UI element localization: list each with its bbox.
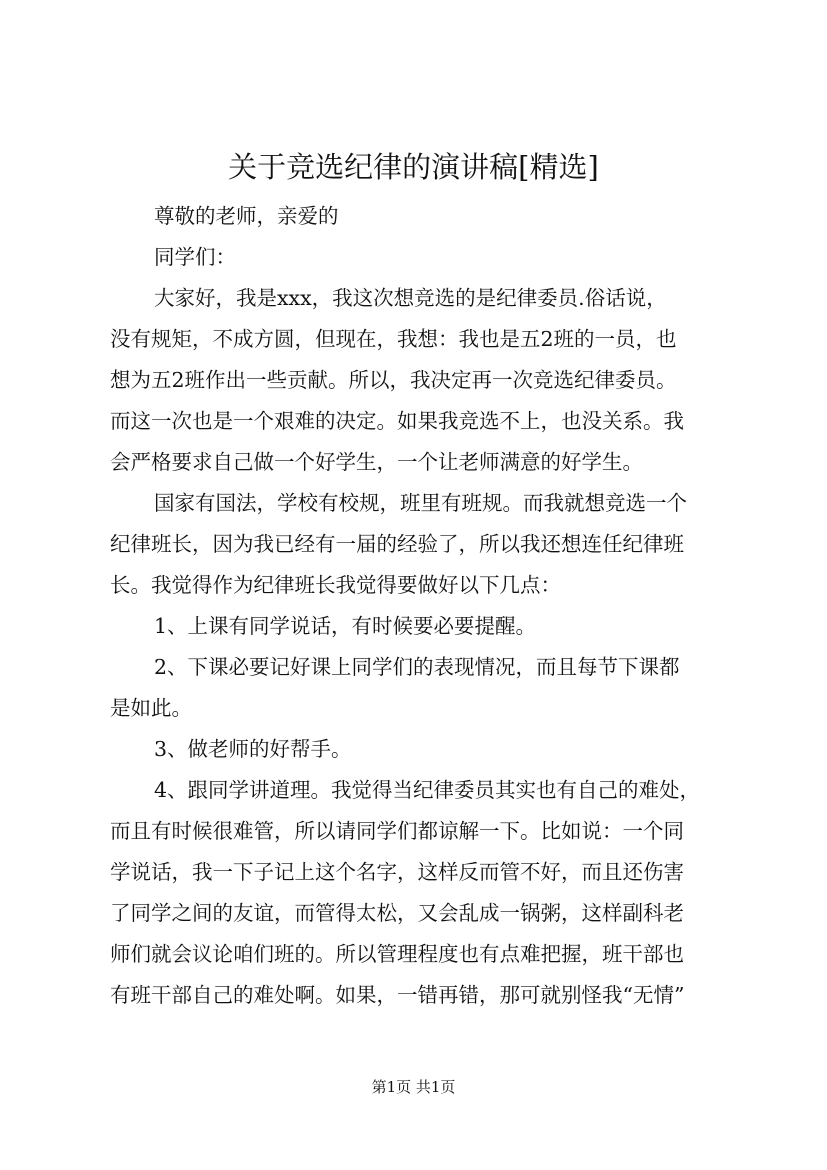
text-line: 想为五2班作出一些贡献。所以，我决定再一次竞选纪律委员。	[110, 368, 677, 392]
text-line: 没有规矩，不成方圆，但现在，我想：我也是五2班的一员，也	[110, 327, 677, 351]
text-line: 1、上课有同学说话，有时候要必要提醒。	[154, 614, 537, 638]
text-line: 大家好，我是xxx，我这次想竞选的是纪律委员.俗话说，	[154, 286, 667, 310]
text-line: 而且有时候很难管，所以请同学们都谅解一下。比如说：一个同	[110, 819, 684, 843]
text-line: 是如此。	[110, 696, 192, 720]
document-body	[110, 196, 722, 1016]
text-line: 纪律班长，因为我已经有一届的经验了，所以我还想连任纪律班	[110, 532, 684, 556]
text-line: 而这一次也是一个艰难的决定。如果我竞选不上，也没关系。我	[110, 409, 684, 433]
page-footer: 第1页 共1页	[371, 1078, 456, 1096]
text-line: 有班干部自己的难处啊。如果，一错再错，那可就别怪我“无情”	[110, 983, 685, 1007]
text-line: 3、做老师的好帮手。	[154, 737, 352, 761]
text-line: 师们就会议论咱们班的。所以管理程度也有点难把握，班干部也	[110, 942, 684, 966]
text-line: 国家有国法，学校有校规，班里有班规。而我就想竞选一个	[154, 491, 687, 515]
page-title: 关于竞选纪律的演讲稿[精选]	[228, 150, 599, 184]
text-line: 会严格要求自己做一个好学生，一个让老师满意的好学生。	[110, 450, 643, 474]
text-line: 学说话，我一下子记上这个名字，这样反而管不好，而且还伤害	[110, 860, 684, 884]
text-line: 尊敬的老师，亲爱的	[154, 204, 339, 228]
text-line: 2、下课必要记好课上同学们的表现情况，而且每节下课都	[154, 655, 680, 679]
text-line: 同学们：	[154, 245, 236, 269]
text-line: 长。我觉得作为纪律班长我觉得要做好以下几点：	[110, 573, 561, 597]
text-line: 了同学之间的友谊，而管得太松，又会乱成一锅粥，这样副科老	[110, 901, 684, 925]
text-line: 4、跟同学讲道理。我觉得当纪律委员其实也有自己的难处，	[154, 778, 701, 802]
